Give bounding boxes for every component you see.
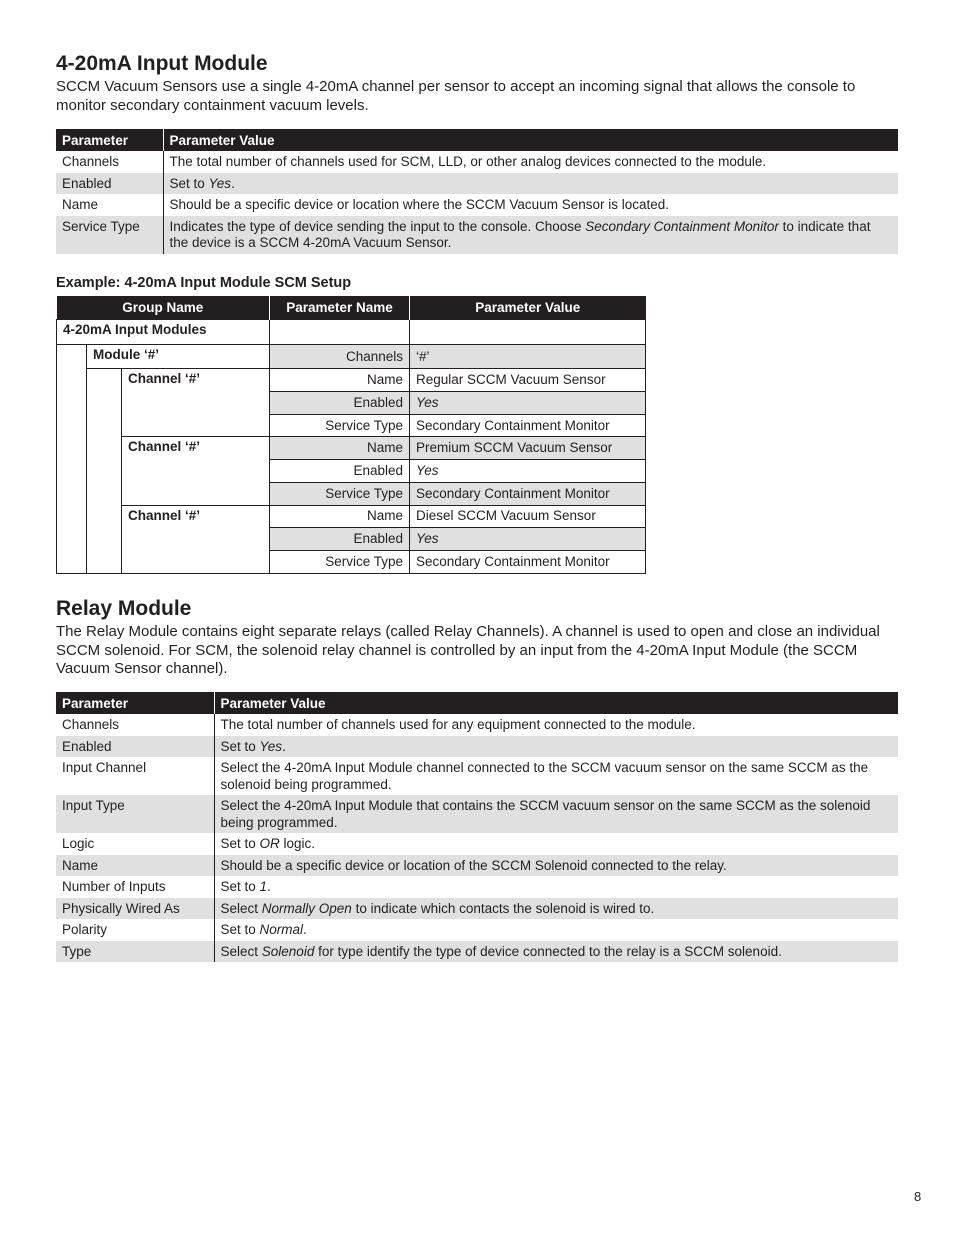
param-value: Set to OR logic. [214, 833, 898, 855]
section-title-relay-module: Relay Module [56, 597, 192, 620]
param-value: The total number of channels used for any equipment connected to the module. [214, 714, 898, 736]
param-value: Yes [410, 528, 646, 551]
param-name: Enabled [56, 173, 163, 195]
table-row [56, 898, 898, 920]
table-row [56, 757, 898, 795]
param-value: The total number of channels used for SCM, LLD, or other analog devices connected to the module. [163, 151, 898, 173]
param-name: Polarity [56, 919, 214, 941]
header-group-name: Group Name [57, 296, 270, 320]
param-value: Secondary Containment Monitor [410, 414, 646, 437]
table-row [56, 876, 898, 898]
param-name: Enabled [270, 528, 410, 551]
param-name: Number of Inputs [56, 876, 214, 898]
header-parameter-value: Parameter Value [163, 129, 898, 151]
param-name: Input Channel [56, 757, 214, 795]
param-value: Select the 4-20mA Input Module that contains the SCCM vacuum sensor on the same SCCM as the solenoid being programmed. [214, 795, 898, 833]
param-value: Select the 4-20mA Input Module channel connected to the SCCM vacuum sensor on the same SCCM as the solenoid being programmed. [214, 757, 898, 795]
table-row [57, 505, 646, 528]
param-value: ‘#’ [410, 344, 646, 369]
param-name: Name [270, 437, 410, 460]
header-parameter-value: Parameter Value [214, 692, 898, 714]
table-row [56, 173, 898, 195]
param-name: Enabled [270, 392, 410, 415]
table-row [56, 855, 898, 877]
header-parameter-value: Parameter Value [410, 296, 646, 320]
param-name: Service Type [270, 550, 410, 573]
param-name: Type [56, 941, 214, 963]
table-row [57, 344, 646, 369]
section-intro-input-module: SCCM Vacuum Sensors use a single 4-20mA channel per sensor to accept an incoming signal that allows the console to monitor secondary containment vacuum levels. [56, 78, 856, 114]
param-value: Set to Yes. [214, 736, 898, 758]
param-value: Should be a specific device or location of the SCCM Solenoid connected to the relay. [214, 855, 898, 877]
param-value: Premium SCCM Vacuum Sensor [410, 437, 646, 460]
param-name: Enabled [270, 460, 410, 483]
example-setup-table [56, 296, 646, 574]
table-row [57, 437, 646, 460]
param-name: Name [270, 505, 410, 528]
table-row [56, 151, 898, 173]
header-parameter: Parameter [56, 692, 214, 714]
param-value: Set to Yes. [163, 173, 898, 195]
param-value: Regular SCCM Vacuum Sensor [410, 369, 646, 392]
table-row [56, 919, 898, 941]
param-name: Input Type [56, 795, 214, 833]
example-title: Example: 4-20mA Input Module SCM Setup [56, 275, 352, 291]
param-value: Yes [410, 460, 646, 483]
table-row [56, 941, 898, 963]
param-name: Channels [56, 151, 163, 173]
section-intro-relay-module: The Relay Module contains eight separate relays (called Relay Channels). A channel is used to open and close an individual SCCM solenoid. For SCM, the solenoid relay channel is controlled by an input from the 4-20mA Input Module (the SCCM Vacuum Sensor channel). [56, 623, 880, 677]
header-parameter-name: Parameter Name [270, 296, 410, 320]
table-row [56, 714, 898, 736]
param-name: Enabled [56, 736, 214, 758]
group-channel: Channel ‘#’ [122, 369, 270, 437]
param-value: Set to 1. [214, 876, 898, 898]
header-parameter: Parameter [56, 129, 163, 151]
group-root: 4-20mA Input Modules [57, 320, 270, 345]
table-row [56, 194, 898, 216]
param-value: Secondary Containment Monitor [410, 550, 646, 573]
table-row [56, 216, 898, 254]
param-name: Logic [56, 833, 214, 855]
param-name: Channels [56, 714, 214, 736]
table-row [56, 736, 898, 758]
param-name: Name [270, 369, 410, 392]
table-row [57, 320, 646, 345]
input-module-parameter-table [56, 129, 898, 254]
table-row [57, 369, 646, 392]
group-module: Module ‘#’ [87, 344, 270, 369]
param-value: Diesel SCCM Vacuum Sensor [410, 505, 646, 528]
param-name: Name [56, 855, 214, 877]
table-row [56, 795, 898, 833]
param-name: Name [56, 194, 163, 216]
relay-module-parameter-table [56, 692, 898, 962]
param-value: Select Solenoid for type identify the type of device connected to the relay is a SCCM solenoid. [214, 941, 898, 963]
param-name: Channels [270, 344, 410, 369]
param-value: Secondary Containment Monitor [410, 482, 646, 505]
param-name: Service Type [270, 482, 410, 505]
param-name: Physically Wired As [56, 898, 214, 920]
group-channel: Channel ‘#’ [122, 505, 270, 573]
group-channel: Channel ‘#’ [122, 437, 270, 505]
param-value: Yes [410, 392, 646, 415]
page-number: 8 [914, 1189, 922, 1204]
param-name: Service Type [270, 414, 410, 437]
param-value: Indicates the type of device sending the input to the console. Choose Secondary Containment Monitor to indicate that the device is a SCCM 4-20mA Vacuum Sensor. [163, 216, 898, 254]
param-value: Should be a specific device or location where the SCCM Vacuum Sensor is located. [163, 194, 898, 216]
section-title-input-module: 4-20mA Input Module [56, 52, 268, 75]
param-value: Set to Normal. [214, 919, 898, 941]
param-name: Service Type [56, 216, 163, 254]
table-row [56, 833, 898, 855]
param-value: Select Normally Open to indicate which contacts the solenoid is wired to. [214, 898, 898, 920]
